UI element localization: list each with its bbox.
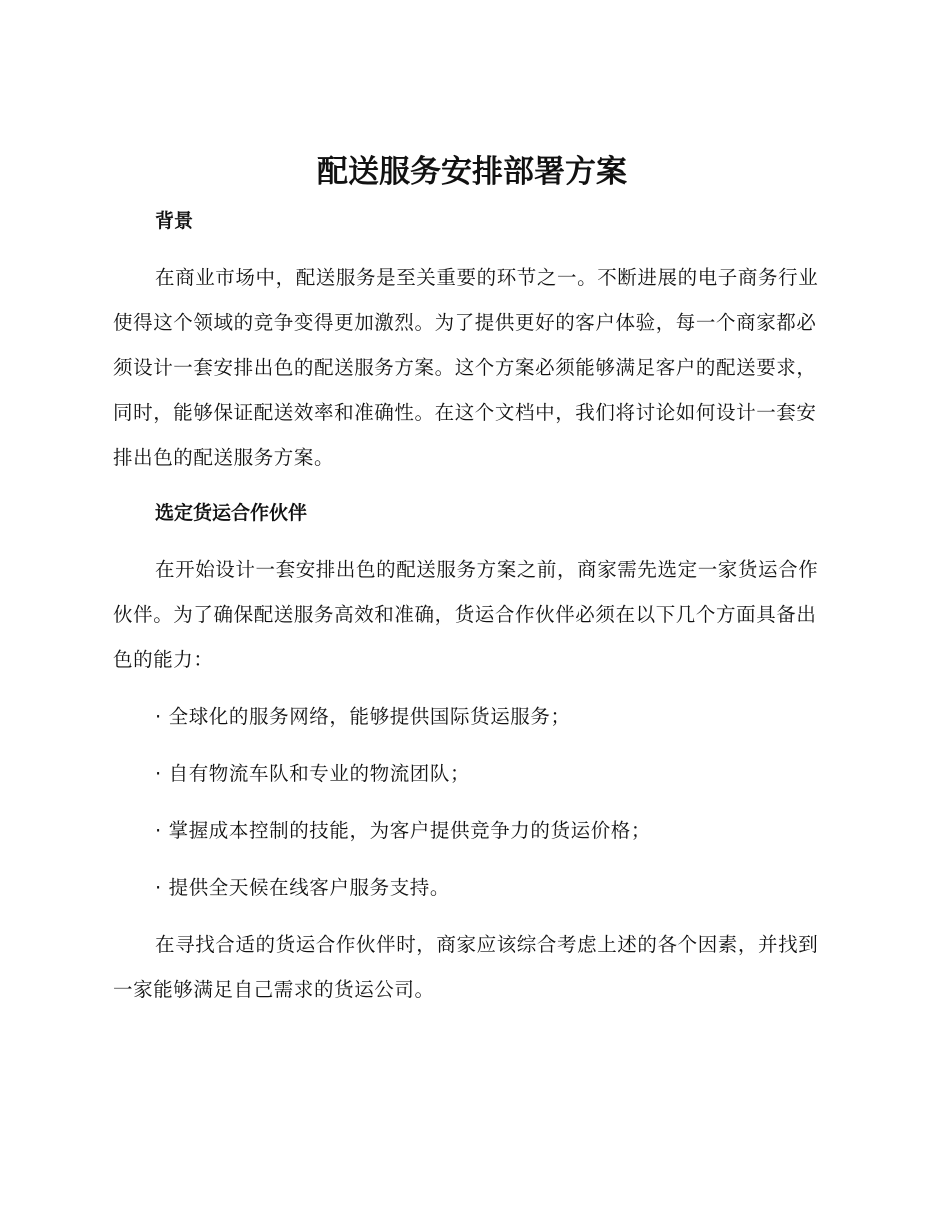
document-page bbox=[113, 150, 831, 1012]
bullet-item: · 全球化的服务网络，能够提供国际货运服务； bbox=[155, 705, 571, 728]
bullet-item: · 提供全天候在线客户服务支持。 bbox=[155, 876, 450, 899]
background-paragraph: 在商业市场中，配送服务是至关重要的环节之一。不断进展的电子商务行业使得这个领域的竞争变得更加激烈。为了提供更好的客户体验，每一个商家都必须设计一套安排出色的配送服务方案。这个方案必须能够满足客户的配送要求，同时，能够保证配送效率和准确性。在这个文档中，我们将讨论如何设计一套安排出色的配送服务方案。 bbox=[113, 266, 819, 469]
bullet-item: · 掌握成本控制的技能，为客户提供竞争力的货运价格； bbox=[155, 819, 651, 842]
bullet-item: · 自有物流车队和专业的物流团队； bbox=[155, 762, 471, 785]
document-title: 配送服务安排部署方案 bbox=[317, 154, 627, 190]
partner-conclusion-paragraph: 在寻找合适的货运合作伙伴时，商家应该综合考虑上述的各个因素，并找到一家能够满足自己需求的货运公司。 bbox=[113, 933, 819, 1001]
section-heading-background: 背景 bbox=[155, 210, 194, 232]
section-heading-select-partner: 选定货运合作伙伴 bbox=[155, 502, 308, 524]
partner-intro-paragraph: 在开始设计一套安排出色的配送服务方案之前，商家需先选定一家货运合作伙伴。为了确保配送服务高效和准确，货运合作伙伴必须在以下几个方面具备出色的能力： bbox=[113, 558, 819, 671]
